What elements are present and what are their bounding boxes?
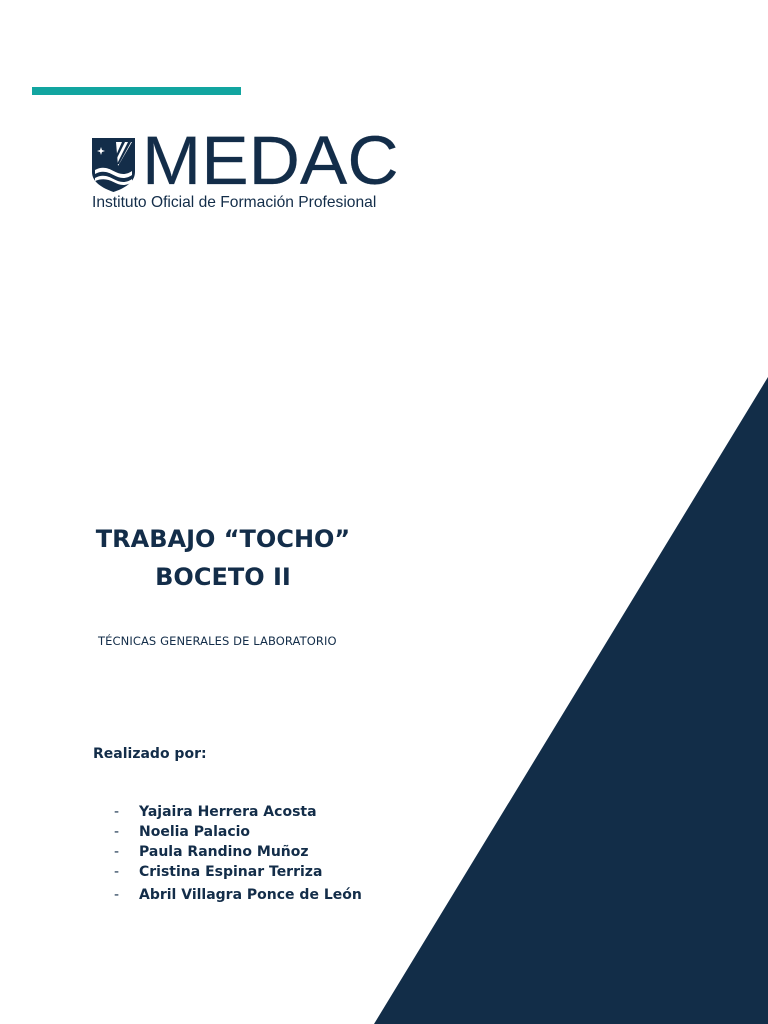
author-item (114, 862, 362, 882)
author-name: Paula Randino Muñoz (139, 844, 309, 860)
accent-bar (32, 87, 241, 95)
author-name: Abril Villagra Ponce de León (139, 887, 362, 903)
title-line-2: BOCETO II (155, 563, 291, 591)
author-name: Yajaira Herrera Acosta (139, 804, 317, 820)
bullet-dash: - (114, 804, 120, 820)
author-item (114, 885, 362, 905)
authors-heading: Realizado por: (93, 746, 207, 762)
author-item (114, 822, 362, 842)
bullet-dash: - (114, 887, 120, 903)
medac-logo (92, 122, 412, 218)
logo-tagline: Instituto Oficial de Formación Profesional (92, 194, 377, 211)
author-name: Cristina Espinar Terriza (139, 864, 323, 880)
bullet-dash: - (114, 824, 120, 840)
document-title (60, 520, 386, 596)
authors-list (114, 802, 362, 905)
course-subtitle: TÉCNICAS GENERALES DE LABORATORIO (98, 634, 337, 648)
author-name: Noelia Palacio (139, 824, 251, 840)
bullet-dash: - (114, 864, 120, 880)
shield-icon (92, 138, 135, 192)
author-item (114, 842, 362, 862)
title-line-1: TRABAJO “TOCHO” (95, 525, 351, 553)
bullet-dash: - (114, 844, 120, 860)
author-item (114, 802, 362, 822)
logo-wordmark: MEDAC (142, 122, 399, 199)
